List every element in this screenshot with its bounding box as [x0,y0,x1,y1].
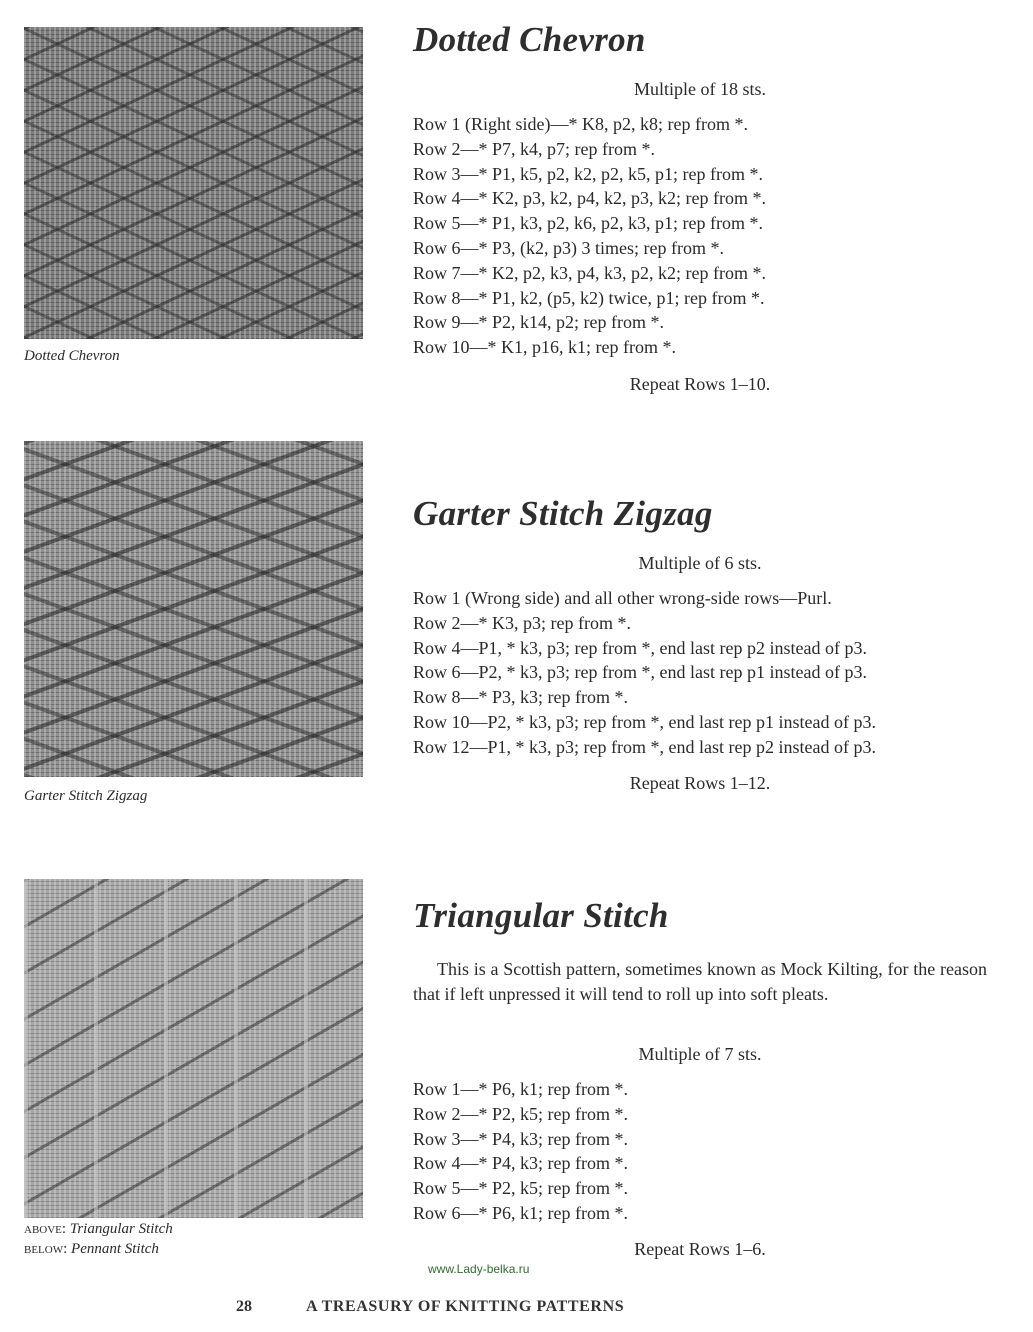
dotted-chevron-caption: Dotted Chevron [24,348,120,364]
instruction-row: Row 3—* P4, k3; rep from *. [413,1128,628,1149]
triangular-pennant-stitch-swatch-photo [24,879,363,1218]
instruction-row: Row 1 (Wrong side) and all other wrong-side rows—Purl. [413,588,832,608]
caption-text-above: Triangular Stitch [69,1221,173,1237]
garter-stitch-zigzag-rows [413,586,876,760]
instruction-row: Row 4—* P4, k3; rep from *. [413,1153,628,1174]
instruction-row: Row 7—* K2, p2, k3, p4, k3, p2, k2; rep from *. [413,262,766,283]
garter-stitch-zigzag-caption: Garter Stitch Zigzag [24,788,148,804]
page-number: 28 [236,1298,252,1315]
caption-label-below: below: [24,1241,68,1257]
instruction-row: Row 1—* P6, k1; rep from *. [413,1079,628,1099]
instruction-row: Row 10—* K1, p16, k1; rep from *. [413,337,676,358]
instruction-row: Row 4—P1, * k3, p3; rep from *, end last rep p2 instead of p3. [413,637,867,658]
dotted-chevron-repeat: Repeat Rows 1–10. [629,374,771,394]
dotted-chevron-rows [413,112,766,360]
triangular-stitch-rows [413,1077,628,1226]
book-title: A TREASURY OF KNITTING PATTERNS [306,1298,625,1315]
instruction-row: Row 4—* K2, p3, k2, p4, k2, p3, k2; rep from *. [413,188,766,209]
instruction-row: Row 3—* P1, k5, p2, k2, p2, k5, p1; rep from *. [413,163,763,184]
caption-label-above: above: [24,1221,67,1237]
instruction-row: Row 12—P1, * k3, p3; rep from *, end last rep p2 instead of p3. [413,736,876,757]
dotted-chevron-multiple: Multiple of 18 sts. [633,79,766,99]
garter-stitch-zigzag-multiple: Multiple of 6 sts. [638,553,762,573]
instruction-row: Row 6—* P3, (k2, p3) 3 times; rep from *. [413,237,724,258]
instruction-row: Row 8—* P3, k3; rep from *. [413,687,628,708]
pennant-stitch-caption-below [24,1241,159,1258]
page-footer [236,1298,624,1316]
instruction-row: Row 6—P2, * k3, p3; rep from *, end last rep p1 instead of p3. [413,662,867,683]
instruction-row: Row 8—* P1, k2, (p5, k2) twice, p1; rep from *. [413,287,765,308]
instruction-row: Row 5—* P2, k5; rep from *. [413,1178,628,1199]
garter-stitch-zigzag-repeat: Repeat Rows 1–12. [629,773,771,793]
instruction-row: Row 2—* P2, k5; rep from *. [413,1103,628,1124]
garter-stitch-zigzag-swatch-photo [24,441,363,777]
triangular-stitch-intro: This is a Scottish pattern, sometimes known as Mock Kilting, for the reason that if left unpressed it will tend to roll up into soft pleats. [413,959,987,1004]
instruction-row: Row 2—* P7, k4, p7; rep from *. [413,138,655,159]
watermark-url: www.Lady-belka.ru [428,1262,530,1276]
caption-text-below: Pennant Stitch [71,1241,159,1257]
garter-stitch-zigzag-title: Garter Stitch Zigzag [413,494,713,533]
triangular-stitch-caption-above [24,1221,173,1238]
triangular-stitch-multiple: Multiple of 7 sts. [638,1044,762,1064]
instruction-row: Row 5—* P1, k3, p2, k6, p2, k3, p1; rep from *. [413,213,763,234]
triangular-stitch-repeat: Repeat Rows 1–6. [634,1239,766,1259]
instruction-row: Row 2—* K3, p3; rep from *. [413,612,631,633]
triangular-stitch-title: Triangular Stitch [413,896,669,935]
instruction-row: Row 6—* P6, k1; rep from *. [413,1202,628,1223]
dotted-chevron-title: Dotted Chevron [413,20,646,59]
dotted-chevron-swatch-photo [24,27,363,339]
instruction-row: Row 1 (Right side)—* K8, p2, k8; rep from *. [413,114,748,134]
instruction-row: Row 9—* P2, k14, p2; rep from *. [413,312,664,333]
instruction-row: Row 10—P2, * k3, p3; rep from *, end last rep p1 instead of p3. [413,711,876,732]
